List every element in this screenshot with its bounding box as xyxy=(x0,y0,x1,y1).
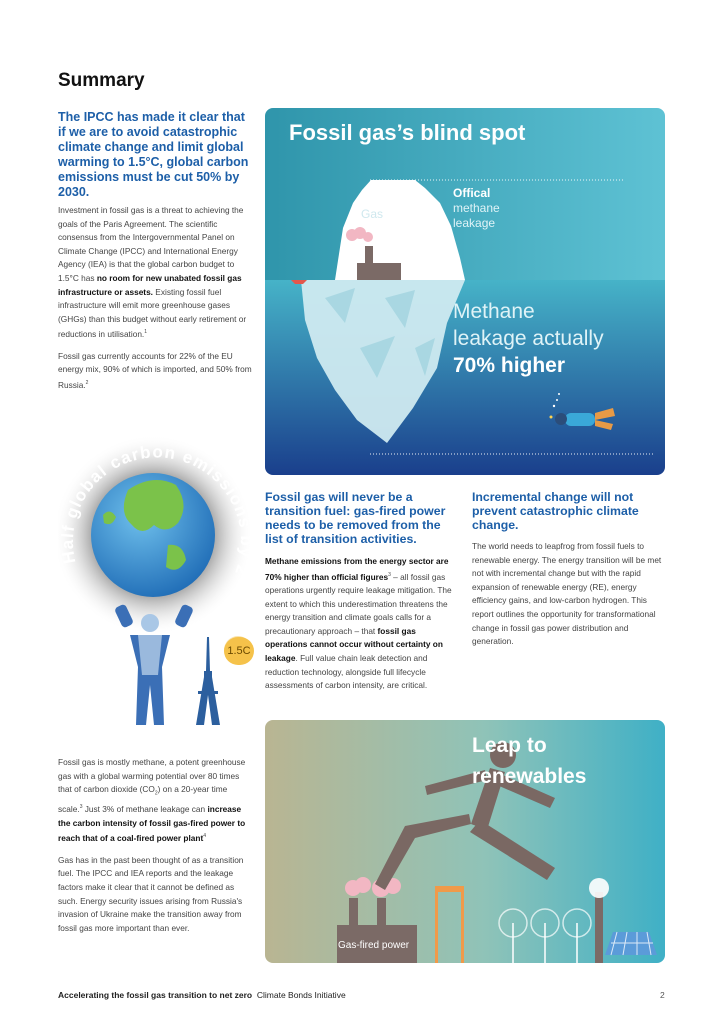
leap-illustration xyxy=(265,720,665,963)
incremental-change-heading: Incremental change will not prevent catastrophic climate change. xyxy=(472,490,639,532)
iceberg-infographic xyxy=(265,108,665,475)
lead-statement: The IPCC has made it clear that if we are to avoid catastrophic climate change and limit global warming to 1.5°C, global carbon emissions must be cut 50% by 2030. xyxy=(58,110,249,199)
intro-paragraph-1: Investment in fossil gas is a threat to achieving the goals of the Paris Agreement. The scientific consensus from the Intergovernmental Panel on Climate Change (IPCC) and International Energy Agency (IEA) is that the global carbon budget to 1.5°C has no room for new unabated fossil gas infrastructure or assets. Existing fossil fuel infrastructure will emit more greenhouse gases (GHGs) than this budget without early retirement or reductions in utilisation.$^1$ xyxy=(58,205,247,340)
incremental-change-text: The world needs to leapfrog from fossil fuels to renewable energy. The energy transition will be met not with incremental change but with the rapid expansion of renewable energy (RE), energy efficiency gains, and low-carbon hydrogen. This report outlines the opportunity for transformational change in fossil gas power distribution and generation. xyxy=(472,541,662,647)
page-title: Summary xyxy=(58,70,145,91)
transition-fuel-heading: Fossil gas will never be a transition fuel: gas-fired power needs to be removed from the list of transition activities. xyxy=(265,490,446,546)
iceberg-illustration xyxy=(265,108,665,475)
intro-text xyxy=(58,204,254,400)
globe-arc-text: Half global carbon emissions by 2 xyxy=(58,442,257,579)
intro-paragraph-2: Fossil gas currently accounts for 22% of the EU energy mix, 90% of which is imported, and 50% from Russia.$^2$ xyxy=(58,350,252,390)
eiffel-tower-icon xyxy=(196,637,220,725)
methane-text: Fossil gas is mostly methane, a potent greenhouse gas with a global warming potential over 80 times that of carbon dioxide $(CO_2)$ on a 20-year time scale.$^3$ Just 3% of methane leakage can increase the carbon intensity of fossil gas-fired power to reach that of a coal-fired power plant$^4$ Gas has in the past been thought of as a transition fuel. The IPCC and IEA reports and the leakage factors make it clear that it cannot be defined as such. Energy security issues arising from Russia's invasion of Ukraine make the transition away from fossil gas more important than ever. xyxy=(58,757,246,933)
person-icon xyxy=(114,603,194,725)
iceberg-title: Fossil gas’s blind spot xyxy=(289,120,526,145)
leap-title: Leap to renewables xyxy=(472,734,587,788)
offical-leakage-label: Offical methane leakage xyxy=(453,186,500,230)
footer: Accelerating the fossil gas transition to net zero Climate Bonds Initiative xyxy=(58,990,346,1000)
gas-label: Gas xyxy=(361,207,384,221)
page-number: 2 xyxy=(660,990,665,1000)
transition-fuel-text: Methane emissions from the energy sector are 70% higher than official figures$^3$ – all fossil gas operations urgently require leakage mitigation. The extent to which this underestimation threatens the energy transition and climate goals calls for a precautionary approach – that fossil gas operations cannot occur without certainty on leakage. Full value chain leak detection and reduction technology, alongside full lifecycle assessments of carbon intensity, are critical. xyxy=(265,556,452,691)
methane-leakage-label: Methane leakage actually 70% higher xyxy=(453,300,604,377)
solar-panel-icon xyxy=(605,932,657,955)
globe-illustration xyxy=(58,395,258,730)
leap-infographic xyxy=(265,720,665,963)
temperature-badge: 1.5C xyxy=(224,637,254,665)
gas-fired-power-label: Gas-fired power xyxy=(338,940,410,951)
